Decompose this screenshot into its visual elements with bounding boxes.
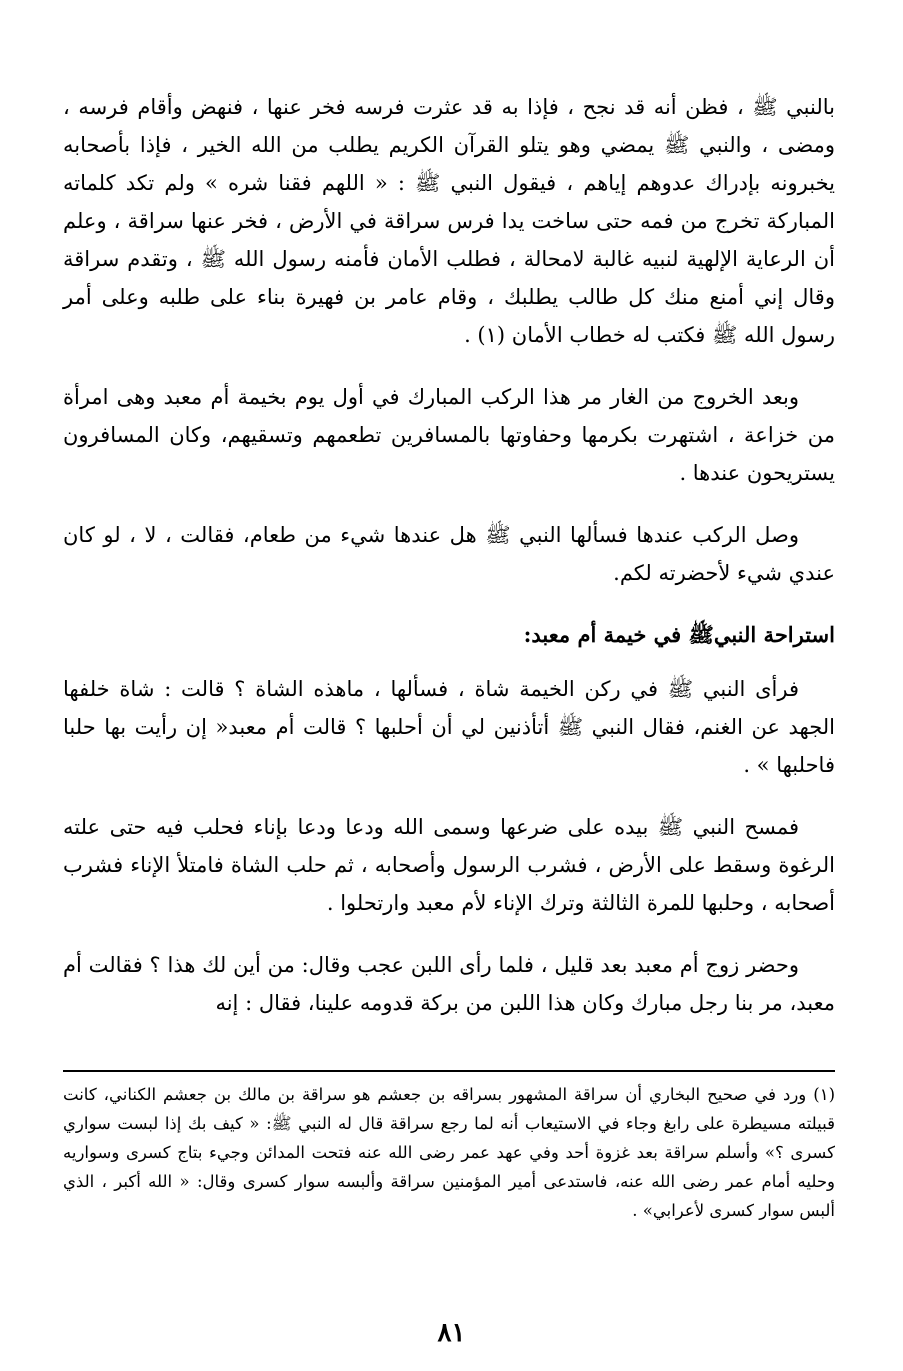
footnotes [63,1080,835,1225]
main-text [63,88,835,1046]
section-heading: استراحة النبيﷺ في خيمة أم معبد: [523,622,835,647]
paragraph-sheep: فرأى النبي ﷺ في ركن الخيمة شاة ، فسألها ، ماهذه الشاة ؟ قالت : شاة خلفها الجهد عن الغنم، فقال النبي ﷺ أتأذنين لي أن أحلبها ؟ قالت أم معبد« إن رأيت بها حلبا فاحلبها » . [63,677,835,777]
paragraph-husband: وحضر زوج أم معبد بعد قليل ، فلما رأى اللبن عجب وقال: من أين لك هذا ؟ فقالت أم معبد، مر بنا رجل مبارك وكان هذا اللبن من بركة قدومه علينا، فقال : إنه [63,953,835,1015]
paragraph-suraqa: بالنبي ﷺ ، فظن أنه قد نجح ، فإذا به قد عثرت فرسه فخر عنها ، فنهض وأقام فرسه ، ومضى ، والنبي ﷺ يمضي وهو يتلو القرآن الكريم يطلب من الله الخير ، فإذا بأصحابه يخبرونه بإدراك عدوهم إياهم ، فيقول النبي ﷺ : « اللهم فقنا شره » ولم تكد كلماته المباركة تخرج من فمه حتى ساخت يدا فرس سراقة في الأرض ، فخر عنها سراقة ، وعلم أن الرعاية الإلهية لنبيه غالبة لامحالة ، فطلب الأمان فأمنه رسول الله ﷺ ، وتقدم سراقة وقال إني أمنع منك كل طالب يطلبك ، وقام عامر بن فهيرة بناء على طلبه وعلى أمر رسول الله ﷺ فكتب له خطاب الأمان (١) . [63,95,835,347]
paragraph-arrival: وصل الركب عندها فسألها النبي ﷺ هل عندها شيء من طعام، فقالت ، لا ، لو كان عندي شيء لأحضرته لكم. [63,523,835,585]
page-number: ٨١ [437,1318,466,1348]
paragraph-leaving-cave: وبعد الخروج من الغار مر هذا الركب المبارك في أول يوم بخيمة أم معبد وهى امرأة من خزاعة ، اشتهرت بكرمها وحفاوتها بالمسافرين تطعمهم وتسقيهم، وكان المسافرون يستريحون عندها . [63,385,835,485]
paragraph-milking: فمسح النبي ﷺ بيده على ضرعها وسمى الله ودعا ودعا بإناء فحلب فيه حتى علته الرغوة وسقط على الأرض ، فشرب الرسول وأصحابه ، ثم حلب الشاة فامتلأ الإناء فشرب أصحابه ، وحلبها للمرة الثالثة وترك الإناء لأم معبد وارتحلوا . [63,815,835,915]
footnote-1: (١) ورد في صحيح البخاري أن سراقة المشهور بسراقه بن جعشم هو سراقة بن مالك بن جعشم الكناني، كانت قبيلته مسيطرة على رابغ وجاء في الاستيعاب أنه لما رجع سراقة قال له النبي ﷺ: « كيف بك إذا لبست سواري كسرى ؟» وأسلم سراقة بعد غزوة أحد وفي عهد عمر رضى الله عنه فتحت المدائن وجيء بتاج كسرى وسواريه وحليه أمام عمر رضى الله عنه، فاستدعى أمير المؤمنين سراقة وألبسه سوار كسرى وقال: « الله أكبر ، الذي ألبس سوار كسرى لأعرابي» . [63,1085,835,1220]
footnote-divider [63,1070,835,1072]
